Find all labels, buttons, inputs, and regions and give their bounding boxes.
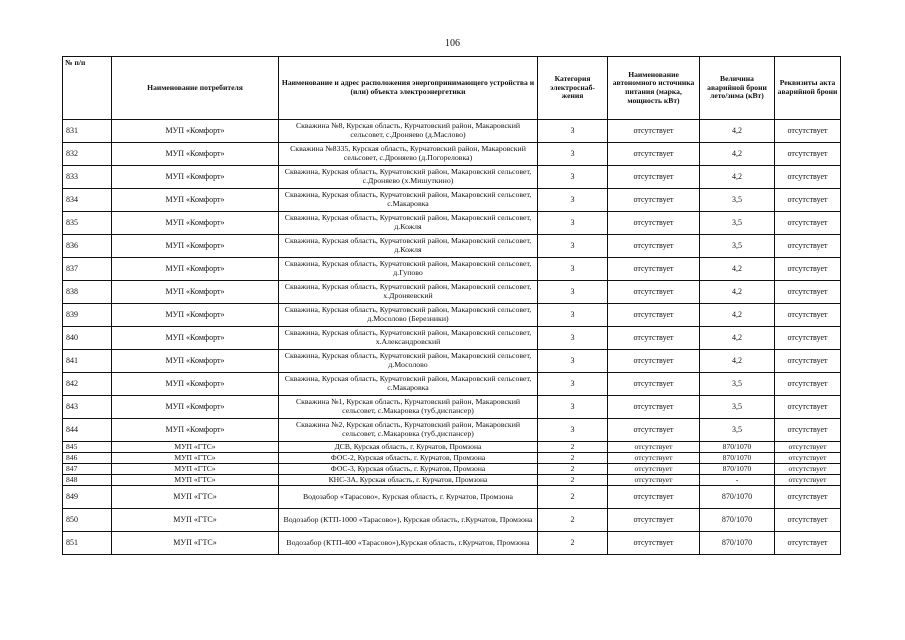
row-num: 841 bbox=[63, 350, 112, 373]
row-reserve: 3,5 bbox=[700, 189, 775, 212]
row-act: отсутствует bbox=[775, 258, 841, 281]
row-act: отсутствует bbox=[775, 120, 841, 143]
row-consumer: МУП «Комфорт» bbox=[112, 373, 279, 396]
row-category: 3 bbox=[538, 258, 608, 281]
header-source: Наименование автономного источника питания (марка, мощность кВт) bbox=[608, 57, 700, 120]
row-consumer: МУП «Комфорт» bbox=[112, 166, 279, 189]
table-row bbox=[63, 373, 841, 396]
header-address: Наименование и адрес расположения энергопринимающего устройства и (или) объекта электроэнергетики bbox=[279, 57, 538, 120]
row-address: Скважина №8335, Курская область, Курчатовский район, Макаровский сельсовет, с.Дроняево (д.Погореловка) bbox=[279, 143, 538, 166]
row-reserve: 870/1070 bbox=[700, 464, 775, 475]
row-consumer: МУП «ГТС» bbox=[112, 464, 279, 475]
row-category: 2 bbox=[538, 486, 608, 509]
row-source: отсутствует bbox=[608, 373, 700, 396]
table-row bbox=[63, 304, 841, 327]
row-act: отсутствует bbox=[775, 235, 841, 258]
row-source: отсутствует bbox=[608, 189, 700, 212]
row-reserve: 3,5 bbox=[700, 419, 775, 442]
row-address: Скважина, Курская область, Курчатовский район, Макаровский сельсовет, д.Мосолово (Березники) bbox=[279, 304, 538, 327]
row-num: 849 bbox=[63, 486, 112, 509]
row-num: 850 bbox=[63, 509, 112, 532]
row-reserve: 4,2 bbox=[700, 120, 775, 143]
row-consumer: МУП «Комфорт» bbox=[112, 350, 279, 373]
row-address: Скважина, Курская область, Курчатовский район, Макаровский сельсовет, с.Дроняево (х.Мишуткино) bbox=[279, 166, 538, 189]
row-act: отсутствует bbox=[775, 304, 841, 327]
row-category: 3 bbox=[538, 396, 608, 419]
row-category: 3 bbox=[538, 120, 608, 143]
row-consumer: МУП «Комфорт» bbox=[112, 212, 279, 235]
row-consumer: МУП «Комфорт» bbox=[112, 281, 279, 304]
row-reserve: 4,2 bbox=[700, 304, 775, 327]
row-address: ФОС-3, Курская область, г. Курчатов, Промзона bbox=[279, 464, 538, 475]
table-row bbox=[63, 327, 841, 350]
row-reserve: 4,2 bbox=[700, 281, 775, 304]
table-row bbox=[63, 475, 841, 486]
row-act: отсутствует bbox=[775, 212, 841, 235]
row-reserve: 4,2 bbox=[700, 166, 775, 189]
row-reserve: 870/1070 bbox=[700, 486, 775, 509]
header-reserve: Величина аварийной брони лето/зима (кВт) bbox=[700, 57, 775, 120]
row-address: Скважина, Курская область, Курчатовский район, Макаровский сельсовет, с.Макаровка bbox=[279, 373, 538, 396]
row-num: 833 bbox=[63, 166, 112, 189]
table-row bbox=[63, 453, 841, 464]
table-row bbox=[63, 350, 841, 373]
row-source: отсутствует bbox=[608, 396, 700, 419]
row-category: 3 bbox=[538, 281, 608, 304]
row-num: 851 bbox=[63, 532, 112, 555]
row-source: отсутствует bbox=[608, 509, 700, 532]
reserve-table bbox=[62, 56, 841, 555]
row-num: 831 bbox=[63, 120, 112, 143]
row-source: отсутствует bbox=[608, 281, 700, 304]
row-act: отсутствует bbox=[775, 453, 841, 464]
row-num: 842 bbox=[63, 373, 112, 396]
row-consumer: МУП «Комфорт» bbox=[112, 143, 279, 166]
row-address: Скважина №1, Курская область, Курчатовский район, Макаровский сельсовет, с.Макаровка (туб.диспансер) bbox=[279, 396, 538, 419]
row-num: 838 bbox=[63, 281, 112, 304]
row-consumer: МУП «Комфорт» bbox=[112, 189, 279, 212]
table-row bbox=[63, 166, 841, 189]
row-address: Водозабор (КТП-400 «Тарасово»),Курская область, г.Курчатов, Промзона bbox=[279, 532, 538, 555]
table-row bbox=[63, 464, 841, 475]
table-row bbox=[63, 419, 841, 442]
row-category: 3 bbox=[538, 143, 608, 166]
row-act: отсутствует bbox=[775, 166, 841, 189]
row-act: отсутствует bbox=[775, 475, 841, 486]
row-consumer: МУП «ГТС» bbox=[112, 532, 279, 555]
row-source: отсутствует bbox=[608, 453, 700, 464]
row-source: отсутствует bbox=[608, 143, 700, 166]
row-reserve: 3,5 bbox=[700, 373, 775, 396]
row-num: 844 bbox=[63, 419, 112, 442]
row-category: 3 bbox=[538, 419, 608, 442]
row-act: отсутствует bbox=[775, 350, 841, 373]
row-num: 832 bbox=[63, 143, 112, 166]
row-reserve: 4,2 bbox=[700, 143, 775, 166]
row-act: отсутствует bbox=[775, 532, 841, 555]
row-consumer: МУП «ГТС» bbox=[112, 486, 279, 509]
row-category: 2 bbox=[538, 509, 608, 532]
row-source: отсутствует bbox=[608, 212, 700, 235]
table-row bbox=[63, 120, 841, 143]
row-reserve: 3,5 bbox=[700, 235, 775, 258]
table-row bbox=[63, 235, 841, 258]
row-reserve: 870/1070 bbox=[700, 509, 775, 532]
row-consumer: МУП «Комфорт» bbox=[112, 258, 279, 281]
row-source: отсутствует bbox=[608, 120, 700, 143]
header-row bbox=[63, 57, 841, 120]
row-num: 834 bbox=[63, 189, 112, 212]
row-address: ДСВ, Курская область, г. Курчатов, Промзона bbox=[279, 442, 538, 453]
row-category: 3 bbox=[538, 304, 608, 327]
row-act: отсутствует bbox=[775, 419, 841, 442]
row-act: отсутствует bbox=[775, 281, 841, 304]
header-num: № п/п bbox=[63, 57, 112, 120]
table-row bbox=[63, 143, 841, 166]
row-num: 839 bbox=[63, 304, 112, 327]
row-act: отсутствует bbox=[775, 509, 841, 532]
row-category: 2 bbox=[538, 532, 608, 555]
row-consumer: МУП «ГТС» bbox=[112, 475, 279, 486]
row-act: отсутствует bbox=[775, 373, 841, 396]
row-address: Скважина, Курская область, Курчатовский район, Макаровский сельсовет, х.Дроняевский bbox=[279, 281, 538, 304]
row-address: Скважина, Курская область, Курчатовский район, Макаровский сельсовет, с.Макаровка bbox=[279, 189, 538, 212]
table-row bbox=[63, 281, 841, 304]
row-category: 3 bbox=[538, 189, 608, 212]
row-category: 3 bbox=[538, 327, 608, 350]
row-consumer: МУП «Комфорт» bbox=[112, 120, 279, 143]
row-consumer: МУП «ГТС» bbox=[112, 453, 279, 464]
row-num: 835 bbox=[63, 212, 112, 235]
row-num: 846 bbox=[63, 453, 112, 464]
table-row bbox=[63, 189, 841, 212]
header-act: Реквизиты акта аварийной брони bbox=[775, 57, 841, 120]
row-category: 2 bbox=[538, 464, 608, 475]
row-num: 840 bbox=[63, 327, 112, 350]
row-source: отсутствует bbox=[608, 532, 700, 555]
row-reserve: 4,2 bbox=[700, 327, 775, 350]
row-reserve: 870/1070 bbox=[700, 442, 775, 453]
row-act: отсутствует bbox=[775, 486, 841, 509]
row-act: отсутствует bbox=[775, 189, 841, 212]
row-address: Скважина №2, Курская область, Курчатовский район, Макаровский сельсовет, с.Макаровка (туб.диспансер) bbox=[279, 419, 538, 442]
row-reserve: - bbox=[700, 475, 775, 486]
row-address: Скважина №8, Курская область, Курчатовский район, Макаровский сельсовет, с.Дроняево (д.Маслово) bbox=[279, 120, 538, 143]
row-act: отсутствует bbox=[775, 442, 841, 453]
row-source: отсутствует bbox=[608, 442, 700, 453]
row-consumer: МУП «Комфорт» bbox=[112, 235, 279, 258]
row-address: Скважина, Курская область, Курчатовский район, Макаровский сельсовет, д.Гупово bbox=[279, 258, 538, 281]
row-num: 847 bbox=[63, 464, 112, 475]
row-reserve: 4,2 bbox=[700, 258, 775, 281]
row-consumer: МУП «Комфорт» bbox=[112, 396, 279, 419]
row-category: 3 bbox=[538, 212, 608, 235]
row-address: Скважина, Курская область, Курчатовский район, Макаровский сельсовет, д.Кожля bbox=[279, 212, 538, 235]
row-consumer: МУП «ГТС» bbox=[112, 509, 279, 532]
row-address: КНС-3А, Курская область, г. Курчатов, Промзона bbox=[279, 475, 538, 486]
table-row bbox=[63, 258, 841, 281]
row-source: отсутствует bbox=[608, 486, 700, 509]
row-num: 848 bbox=[63, 475, 112, 486]
row-category: 2 bbox=[538, 453, 608, 464]
row-category: 3 bbox=[538, 350, 608, 373]
table-row bbox=[63, 212, 841, 235]
row-address: Скважина, Курская область, Курчатовский район, Макаровский сельсовет, д.Кожля bbox=[279, 235, 538, 258]
header-consumer: Наименование потребителя bbox=[112, 57, 279, 120]
row-category: 3 bbox=[538, 235, 608, 258]
row-category: 3 bbox=[538, 166, 608, 189]
row-source: отсутствует bbox=[608, 304, 700, 327]
row-act: отсутствует bbox=[775, 143, 841, 166]
header-category: Категория электроснаб-жения bbox=[538, 57, 608, 120]
row-address: Водозабор «Тарасово», Курская область, г. Курчатов, Промзона bbox=[279, 486, 538, 509]
row-num: 843 bbox=[63, 396, 112, 419]
row-consumer: МУП «Комфорт» bbox=[112, 327, 279, 350]
row-consumer: МУП «ГТС» bbox=[112, 442, 279, 453]
table-row bbox=[63, 396, 841, 419]
row-category: 3 bbox=[538, 373, 608, 396]
row-reserve: 3,5 bbox=[700, 396, 775, 419]
row-source: отсутствует bbox=[608, 475, 700, 486]
row-consumer: МУП «Комфорт» bbox=[112, 304, 279, 327]
row-category: 2 bbox=[538, 475, 608, 486]
row-source: отсутствует bbox=[608, 258, 700, 281]
row-act: отсутствует bbox=[775, 464, 841, 475]
row-source: отсутствует bbox=[608, 350, 700, 373]
row-consumer: МУП «Комфорт» bbox=[112, 419, 279, 442]
row-reserve: 4,2 bbox=[700, 350, 775, 373]
row-act: отсутствует bbox=[775, 396, 841, 419]
row-num: 837 bbox=[63, 258, 112, 281]
row-address: Скважина, Курская область, Курчатовский район, Макаровский сельсовет, х.Александровский bbox=[279, 327, 538, 350]
row-source: отсутствует bbox=[608, 166, 700, 189]
row-reserve: 3,5 bbox=[700, 212, 775, 235]
table-row bbox=[63, 442, 841, 453]
row-num: 836 bbox=[63, 235, 112, 258]
table-row bbox=[63, 509, 841, 532]
row-source: отсутствует bbox=[608, 235, 700, 258]
row-category: 2 bbox=[538, 442, 608, 453]
page-number: 106 bbox=[445, 38, 460, 49]
row-source: отсутствует bbox=[608, 327, 700, 350]
row-address: ФОС-2, Курская область, г. Курчатов, Промзона bbox=[279, 453, 538, 464]
row-act: отсутствует bbox=[775, 327, 841, 350]
table-row bbox=[63, 486, 841, 509]
row-num: 845 bbox=[63, 442, 112, 453]
table-row bbox=[63, 532, 841, 555]
row-address: Водозабор (КТП-1000 «Тарасово»), Курская область, г.Курчатов, Промзона bbox=[279, 509, 538, 532]
row-source: отсутствует bbox=[608, 419, 700, 442]
row-source: отсутствует bbox=[608, 464, 700, 475]
row-reserve: 870/1070 bbox=[700, 532, 775, 555]
row-address: Скважина, Курская область, Курчатовский район, Макаровский сельсовет, д.Мосолово bbox=[279, 350, 538, 373]
row-reserve: 870/1070 bbox=[700, 453, 775, 464]
